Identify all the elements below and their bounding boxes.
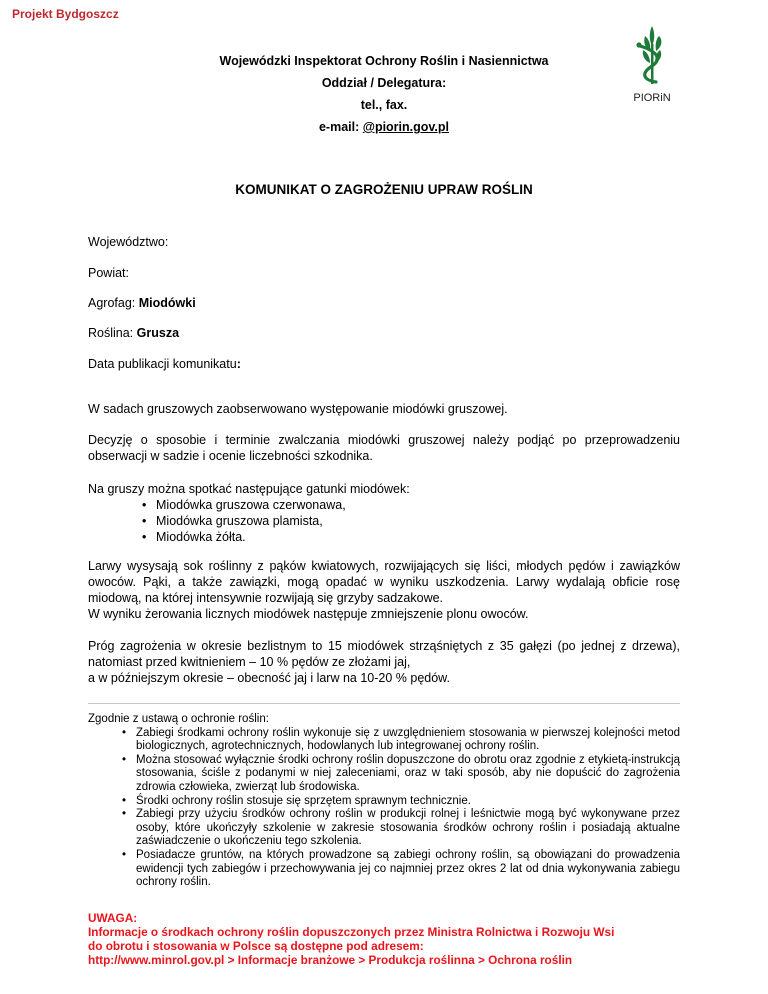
warning-text: do obrotu i stosowania w Polsce są dostępne pod adresem:: [88, 939, 424, 953]
list-item: • Miodówka gruszowa czerwonawa,: [156, 497, 680, 513]
institution-header: [0, 50, 768, 138]
species-intro: Na gruszy można spotkać następujące gatunki miodówek:: [88, 482, 410, 496]
list-item: • Zabiegi przy użyciu środków ochrony roślin w produkcji rolnej i leśnictwie mogą być wykonywane przez osoby, które ukończyły szkolenie w zakresie stosowania środków ochrony roślin i posiadają aktualne zaświadczenie o ukończeniu tego szkolenia.: [136, 808, 680, 849]
email-label: e-mail:: [318, 120, 360, 134]
paragraph-text: Decyzję o sposobie i terminie zwalczania miodówki gruszowej należy podjąć po przeprowadzeniu obserwacji w sadzie i ocenie liczebności szkodnika.: [88, 433, 680, 463]
field-powiat: [88, 266, 129, 280]
field-label: Powiat:: [88, 266, 129, 280]
paragraph-text: Larwy wysysają sok roślinny z pąków kwiatowych, rozwijających się liści, młodych pędów i zawiązków owoców. Pąki, a także zawiązki, mogą opadać w wyniku uszkodzenia. Larwy wydalają obficie rosę miodową, na której intensywnie rozwijają się grzyby sadzakowe.: [88, 559, 680, 605]
law-section: [88, 713, 680, 890]
list-item: • Miodówka żółta.: [156, 529, 680, 545]
paragraph-text: W wyniku żerowania licznych miodówek następuje zmniejszenie plonu owoców.: [88, 607, 529, 621]
field-label: Data publikacji komunikatu: [88, 357, 237, 371]
warning-box: [88, 911, 614, 967]
list-item: • Miodówka gruszowa plamista,: [156, 513, 680, 529]
paragraph-observation: [88, 401, 680, 417]
field-label: Roślina:: [88, 326, 134, 340]
field-colon: :: [236, 357, 241, 371]
law-list: [136, 727, 680, 890]
email-line: [0, 116, 768, 138]
divider: [88, 703, 680, 704]
paragraph-threshold: [88, 638, 680, 686]
paragraph-decision: [88, 432, 680, 464]
phone-fax-label: tel., fax.: [360, 98, 408, 112]
institution-name: Wojewódzki Inspektorat Ochrony Roślin i Nasiennictwa: [219, 54, 549, 68]
field-value: Miodówki: [138, 296, 196, 310]
project-label: Projekt Bydgoszcz: [12, 7, 119, 21]
logo-text: PIORiN: [633, 92, 671, 104]
paragraph-larvae: [88, 558, 680, 622]
field-roslina: [88, 326, 179, 340]
list-item: • Można stosować wyłącznie środki ochrony roślin dopuszczone do obrotu oraz zgodnie z etykietą-instrukcją stosowania, ściśle z podanymi w niej zaleceniami, oraz w taki sposób, aby nie dopuścić do zagrożenia zdrowia człowieka, zwierząt lub środowiska.: [136, 754, 680, 795]
warning-title: UWAGA:: [88, 911, 138, 925]
warning-link[interactable]: http://www.minrol.gov.pl > Informacje branżowe > Produkcja roślinna > Ochrona roślin: [88, 953, 573, 967]
field-wojewodztwo: [88, 235, 168, 249]
paragraph-text: W sadach gruszowych zaobserwowano występowanie miodówki gruszowej.: [88, 402, 508, 416]
field-label: Województwo:: [88, 235, 169, 249]
list-item: • Środki ochrony roślin stosuje się sprzętem sprawnym technicznie.: [136, 795, 680, 809]
field-label: Agrofag:: [88, 296, 136, 310]
paragraph-text: a w późniejszym okresie – obecność jaj i larw na 10-20 % pędów.: [88, 671, 450, 685]
paragraph-text: Próg zagrożenia w okresie bezlistnym to 15 miodówek strząśniętych z 35 gałęzi (po jednej z drzewa), natomiast przed kwitnieniem – 10 % pędów ze złożami jaj,: [88, 639, 680, 669]
species-section: [88, 481, 680, 545]
branch-label: Oddział / Delegatura:: [321, 76, 447, 90]
email-link[interactable]: @piorin.gov.pl: [362, 120, 450, 134]
field-agrofag: [88, 296, 196, 310]
species-list: [156, 497, 680, 545]
list-item: • Posiadacze gruntów, na których prowadzone są zabiegi ochrony roślin, są obowiązani do prowadzenia ewidencji tych zabiegów i przechowywania jej co najmniej przez okres 2 lat od dnia wykonywania zabiegu ochrony roślin.: [136, 849, 680, 890]
field-data-publikacji: [88, 357, 241, 371]
field-value: Grusza: [136, 326, 180, 340]
law-intro: Zgodnie z ustawą o ochronie roślin:: [88, 713, 269, 725]
page-title: KOMUNIKAT O ZAGROŻENIU UPRAW ROŚLIN: [235, 182, 533, 197]
warning-text: Informacje o środkach ochrony roślin dopuszczonych przez Ministra Rolnictwa i Rozwoju Wsi: [88, 925, 615, 939]
list-item: • Zabiegi środkami ochrony roślin wykonuje się z uwzględnieniem stosowania w pierwszej kolejności metod biologicznych, agrotechnicznych, hodowlanych lub integrowanej ochrony roślin.: [136, 727, 680, 754]
